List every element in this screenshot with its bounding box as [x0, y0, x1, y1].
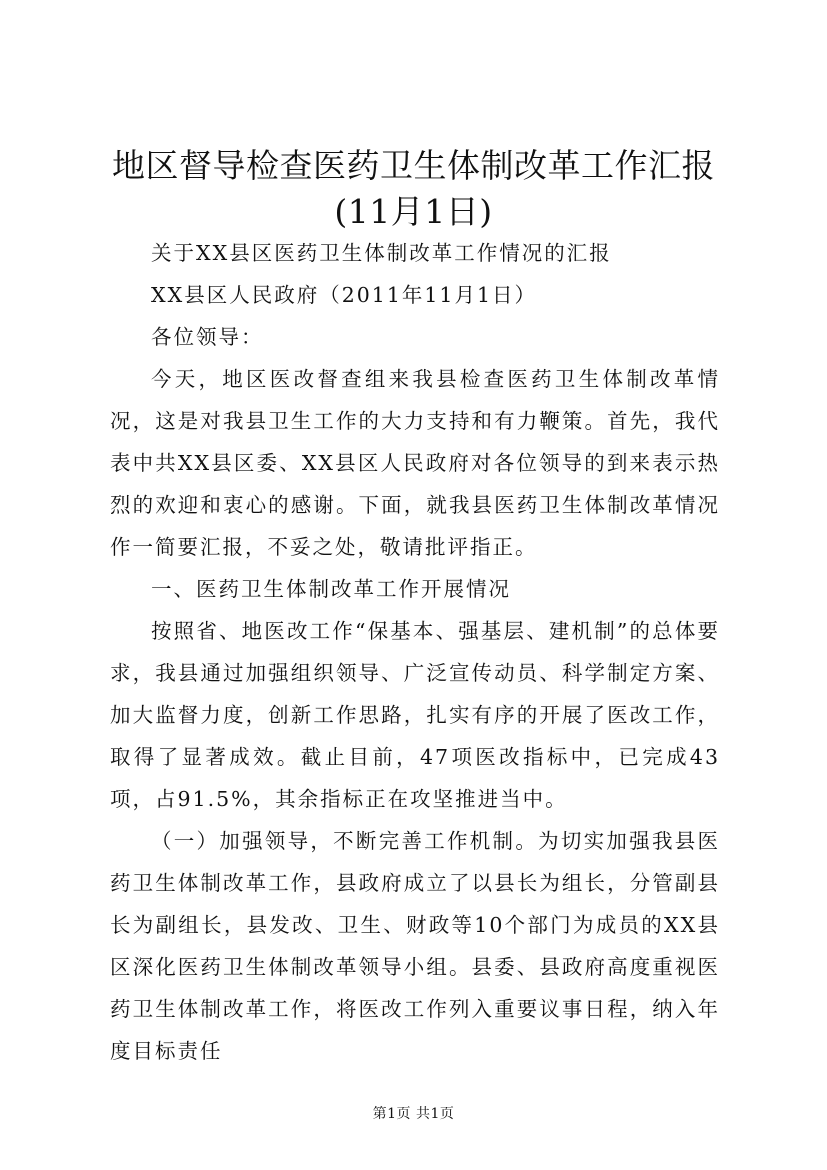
subtitle-paragraph: 关于XX县区医药卫生体制改革工作情况的汇报 [151, 241, 612, 265]
document-title: 地区督导检查医药卫生体制改革工作汇报(11月1日) [112, 146, 715, 231]
issuer-paragraph: XX县区人民政府（2011年11月1日） [151, 283, 537, 307]
intro-paragraph: 今天，地区医改督查组来我县检查医药卫生体制改革情况，这是对我县卫生工作的大力支持和有力鞭策。首先，我代表中共XX县区委、XX县区人民政府对各位领导的到来表示热烈的欢迎和衷心的感谢。下面，就我县医药卫生体制改革情况作一简要汇报，不妥之处，敬请批评指正。 [110, 367, 720, 559]
body-paragraph: （一）加强领导，不断完善工作机制。为切实加强我县医药卫生体制改革工作，县政府成立了以县长为组长，分管副县长为副组长，县发改、卫生、财政等10个部门为成员的XX县区深化医药卫生体制改革领导小组。县委、县政府高度重视医药卫生体制改革工作，将医改工作列入重要议事日程，纳入年度目标责任 [110, 829, 720, 1063]
document-body [110, 232, 720, 1072]
body-paragraph: 按照省、地医改工作“保基本、强基层、建机制”的总体要求，我县通过加强组织领导、广泛宣传动员、科学制定方案、加大监督力度，创新工作思路，扎实有序的开展了医改工作，取得了显著成效。截止目前，47项医改指标中，已完成43项，占91.5%，其余指标正在攻坚推进当中。 [110, 619, 720, 811]
page-footer: 第1页 共1页 [372, 1106, 455, 1122]
section-heading: 一、医药卫生体制改革工作开展情况 [151, 577, 511, 601]
salutation-paragraph: 各位领导： [151, 325, 264, 349]
